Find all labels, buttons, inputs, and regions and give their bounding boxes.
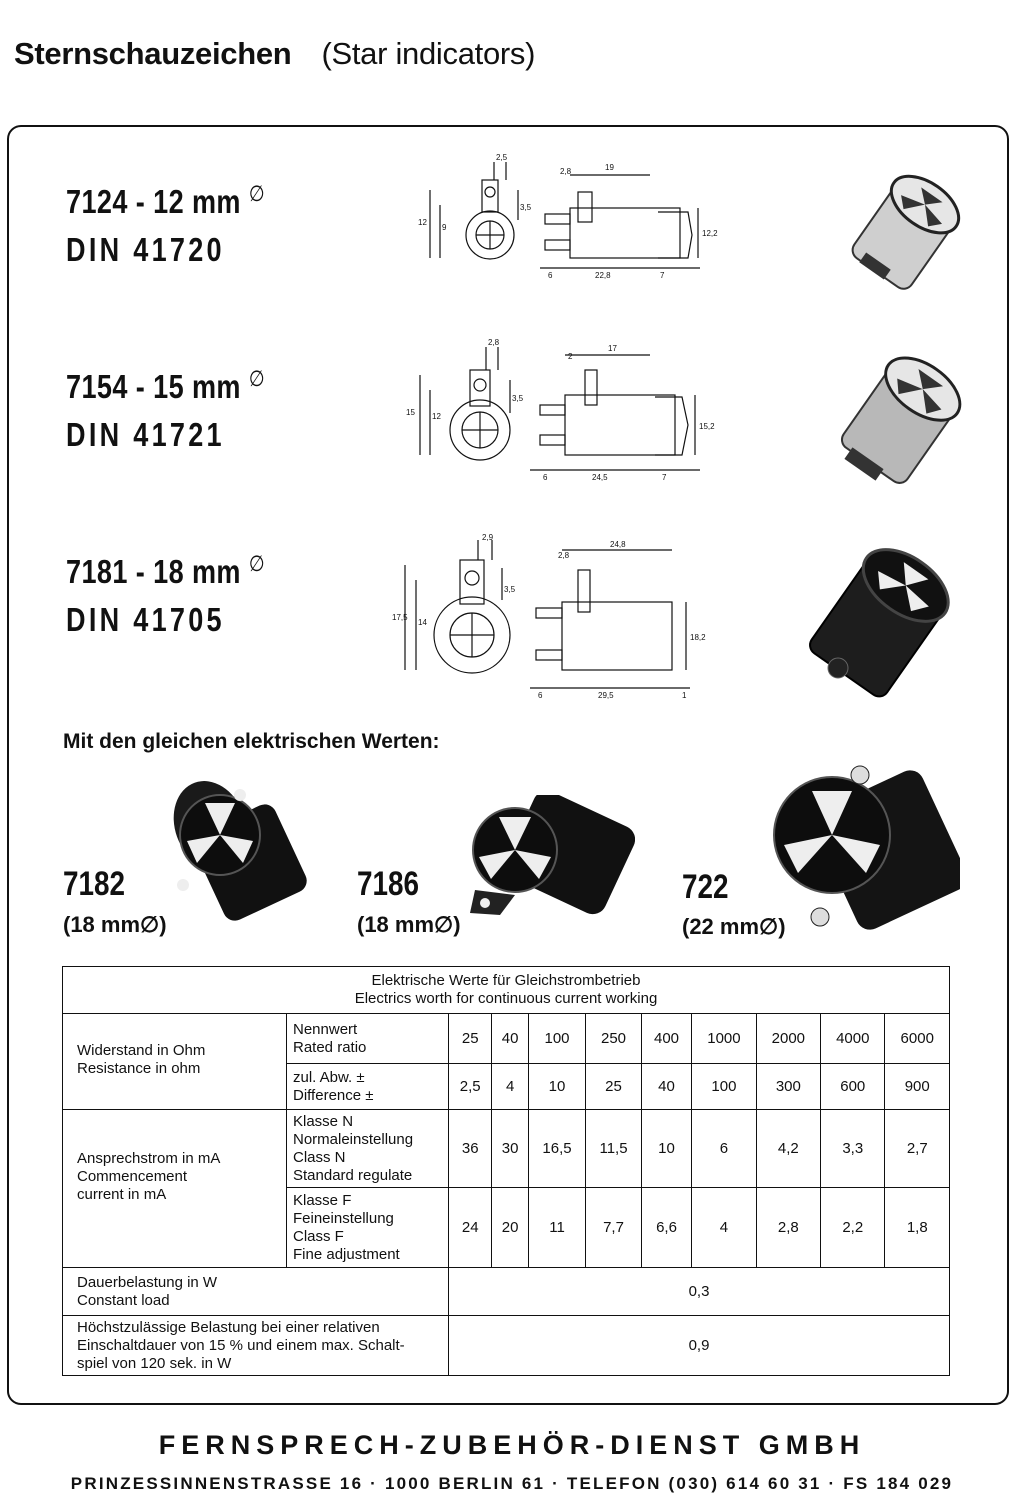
photo-722 — [760, 755, 960, 945]
table-cell: 16,5 — [528, 1110, 585, 1188]
dim-label: 6 — [543, 473, 548, 482]
dim-label: 6 — [548, 271, 553, 280]
model-din: DIN 41720 — [66, 231, 225, 268]
photo-7124 — [820, 160, 970, 295]
dim-label: 2,9 — [482, 533, 494, 542]
drawing-7124 — [410, 150, 720, 290]
table-cell: 11 — [528, 1188, 585, 1268]
table-cell: 250 — [586, 1014, 642, 1064]
row-label-current — [63, 1110, 287, 1268]
dim-label: 6 — [538, 691, 543, 700]
label-german: spiel von 120 sek. in W — [77, 1354, 232, 1372]
title-english: (Star indicators) — [321, 36, 536, 71]
label-english: Rated ratio — [293, 1038, 367, 1056]
model-7181 — [66, 540, 265, 644]
dim-label: 24,8 — [610, 540, 626, 549]
company-name: FERNSPRECH-ZUBEHÖR-DIENST GMBH — [158, 1430, 866, 1460]
dim-label: 15,2 — [699, 422, 715, 431]
company-address: PRINZESSINNENSTRASSE 16 · 1000 BERLIN 61 · TELEFON (030) 614 60 31 · FS 184 029 — [70, 1474, 954, 1493]
label-german: Ansprechstrom in mA — [77, 1150, 221, 1167]
table-cell: 4 — [492, 1064, 528, 1110]
table-cell: 6000 — [885, 1014, 950, 1064]
same-values-heading: Mit den gleichen elektrischen Werten: — [63, 730, 440, 753]
row-label-max-load — [63, 1316, 449, 1376]
label-english: Constant load — [77, 1291, 170, 1309]
dim-label: 17,5 — [392, 613, 408, 622]
table-cell: 2,8 — [756, 1188, 820, 1268]
dim-label: 19 — [605, 163, 614, 172]
dim-label: 17 — [608, 344, 617, 353]
table-cell: 100 — [528, 1014, 585, 1064]
table-row — [63, 1110, 950, 1188]
label-english: Commencement — [77, 1168, 188, 1185]
row-label-resistance — [63, 1014, 287, 1110]
diameter-icon: ∅ — [248, 551, 265, 576]
variant-diameter: (18 mm∅) — [357, 912, 461, 937]
drawing-7181 — [390, 530, 720, 705]
table-header-english: Electrics worth for continuous current working — [354, 990, 658, 1007]
table-cell: 20 — [492, 1188, 528, 1268]
table-cell: 100 — [692, 1064, 756, 1110]
table-cell: 300 — [756, 1064, 820, 1110]
variant-number: 7186 — [357, 865, 420, 903]
table-cell: 900 — [885, 1064, 950, 1110]
variant-diameter: (18 mm∅) — [63, 912, 167, 937]
dim-label: 3,5 — [512, 394, 524, 403]
drawing-7154 — [400, 335, 720, 485]
dim-label: 24,5 — [592, 473, 608, 482]
dim-label: 15 — [406, 408, 415, 417]
dim-label: 7 — [662, 473, 667, 482]
table-row — [63, 1014, 950, 1064]
sub-label-class-f — [287, 1188, 449, 1268]
dim-label: 2 — [568, 352, 573, 361]
label-german: Klasse N — [293, 1112, 354, 1130]
table-cell: 4000 — [821, 1014, 885, 1064]
label-english: Resistance in ohm — [77, 1060, 201, 1077]
table-cell: 4 — [692, 1188, 756, 1268]
dim-label: 14 — [418, 618, 427, 627]
label-german: Feineinstellung — [293, 1209, 394, 1227]
label-german: Klasse F — [293, 1191, 352, 1209]
model-7154 — [66, 355, 265, 459]
table-row — [63, 1268, 950, 1316]
table-cell: 4,2 — [756, 1110, 820, 1188]
dim-label: 3,5 — [504, 585, 516, 594]
table-cell: 1,8 — [885, 1188, 950, 1268]
model-din: DIN 41705 — [66, 601, 225, 638]
table-header-row — [63, 967, 950, 1014]
table-cell: 2,2 — [821, 1188, 885, 1268]
table-cell: 2,7 — [885, 1110, 950, 1188]
table-cell: 400 — [641, 1014, 691, 1064]
sub-label-class-n — [287, 1110, 449, 1188]
dim-label: 9 — [442, 223, 447, 232]
label-english: current in mA — [77, 1186, 167, 1203]
label-german: Nennwert — [293, 1020, 358, 1038]
dim-label: 12 — [432, 412, 441, 421]
diameter-icon: ∅ — [248, 366, 265, 391]
dim-label: 2,8 — [558, 551, 570, 560]
dim-label: 1 — [682, 691, 687, 700]
table-header-german: Elektrische Werte für Gleichstrombetrieb — [371, 972, 641, 989]
label-english: Difference ± — [293, 1086, 374, 1104]
table-cell: 2000 — [756, 1014, 820, 1064]
model-type: 7154 - 15 mm — [66, 368, 241, 405]
page-title — [14, 36, 535, 72]
sub-label-difference — [287, 1064, 449, 1110]
variant-diameter: (22 mm∅) — [682, 914, 786, 939]
title-german: Sternschauzeichen — [14, 36, 292, 71]
label-german: Normaleinstellung — [293, 1130, 414, 1148]
label-german: Einschaltdauer von 15 % und einem max. Schalt- — [77, 1336, 405, 1354]
table-cell: 6 — [692, 1110, 756, 1188]
model-type: 7181 - 18 mm — [66, 553, 241, 590]
table-cell: 11,5 — [586, 1110, 642, 1188]
table-cell: 6,6 — [641, 1188, 691, 1268]
table-row — [63, 1316, 950, 1376]
model-7124 — [66, 170, 265, 274]
table-cell: 2,5 — [449, 1064, 492, 1110]
label-english: Class F — [293, 1227, 344, 1245]
table-cell: 0,9 — [449, 1316, 950, 1376]
table-cell: 25 — [449, 1014, 492, 1064]
label-german: Dauerbelastung in W — [77, 1273, 218, 1291]
table-cell: 10 — [641, 1110, 691, 1188]
table-cell: 30 — [492, 1110, 528, 1188]
photo-7154 — [815, 345, 970, 490]
table-cell: 1000 — [692, 1014, 756, 1064]
dim-label: 12 — [418, 218, 427, 227]
model-din: DIN 41721 — [66, 416, 225, 453]
label-german: Widerstand in Ohm — [77, 1042, 206, 1059]
dim-label: 18,2 — [690, 633, 706, 642]
table-cell: 40 — [641, 1064, 691, 1110]
dim-label: 29,5 — [598, 691, 614, 700]
table-cell: 7,7 — [586, 1188, 642, 1268]
dim-label: 7 — [660, 271, 665, 280]
label-german: zul. Abw. ± — [293, 1068, 365, 1086]
dim-label: 2,8 — [488, 338, 500, 347]
table-cell: 24 — [449, 1188, 492, 1268]
table-cell: 600 — [821, 1064, 885, 1110]
label-german: Höchstzulässige Belastung bei einer relativen — [77, 1318, 380, 1336]
label-english: Standard regulate — [293, 1166, 413, 1184]
dim-label: 2,5 — [496, 153, 508, 162]
electrical-values-table — [62, 966, 950, 1376]
photo-7186 — [455, 795, 635, 925]
table-cell: 36 — [449, 1110, 492, 1188]
table-cell: 0,3 — [449, 1268, 950, 1316]
dim-label: 12,2 — [702, 229, 718, 238]
label-english: Fine adjustment — [293, 1245, 400, 1263]
sub-label-rated — [287, 1014, 449, 1064]
table-cell: 10 — [528, 1064, 585, 1110]
dim-label: 3,5 — [520, 203, 532, 212]
photo-7181 — [790, 540, 955, 700]
variant-number: 722 — [682, 868, 729, 906]
dim-label: 22,8 — [595, 271, 611, 280]
table-cell: 25 — [586, 1064, 642, 1110]
diameter-icon: ∅ — [248, 181, 265, 206]
row-label-constant-load — [63, 1268, 449, 1316]
table-header — [63, 967, 950, 1014]
variant-number: 7182 — [63, 865, 126, 903]
model-type: 7124 - 12 mm — [66, 183, 241, 220]
photo-7182 — [165, 775, 320, 935]
table-cell: 3,3 — [821, 1110, 885, 1188]
label-english: Class N — [293, 1148, 346, 1166]
dim-label: 2,8 — [560, 167, 572, 176]
table-cell: 40 — [492, 1014, 528, 1064]
